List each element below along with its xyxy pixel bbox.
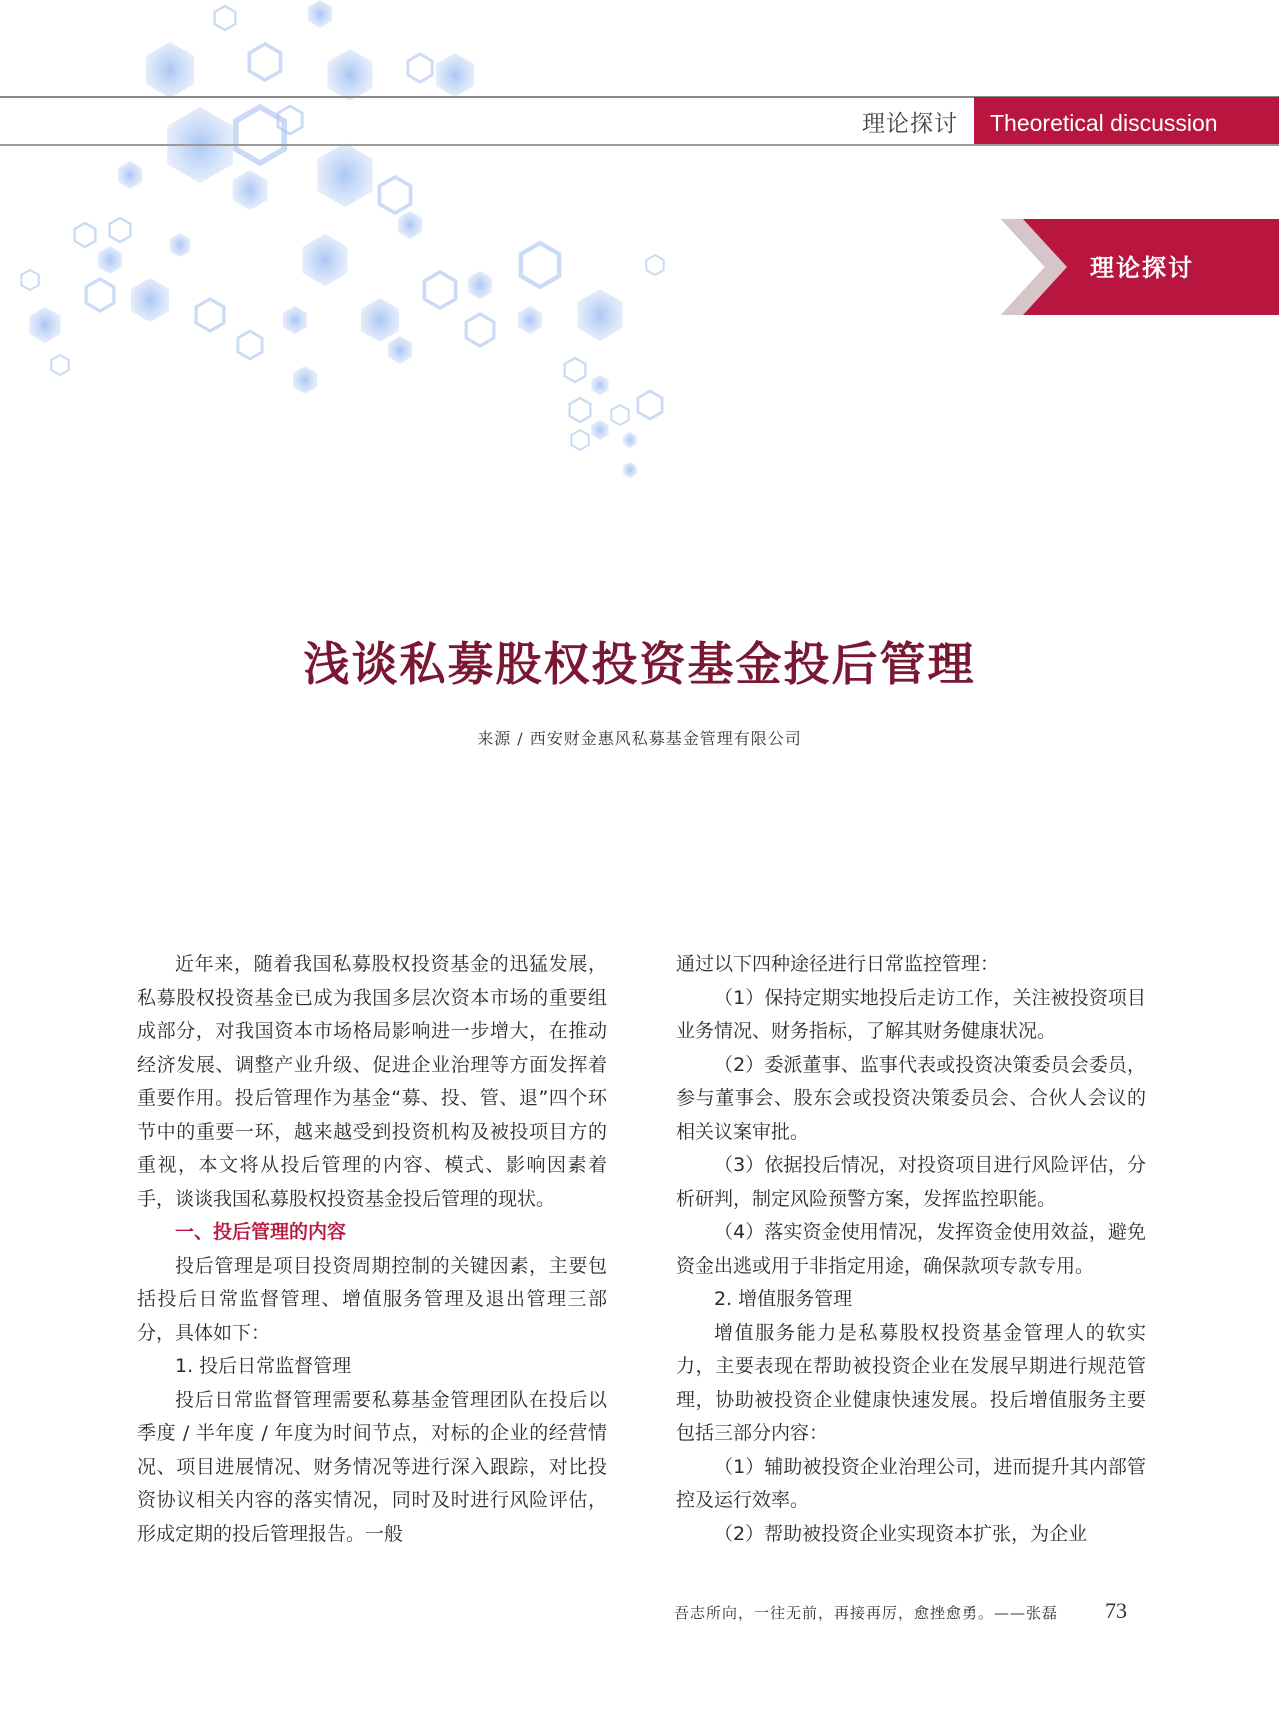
hexagon-shape: [238, 331, 262, 359]
hexagon-shape: [131, 278, 169, 322]
hexagon-shape: [468, 271, 492, 299]
paragraph: 投后管理是项目投资周期控制的关键因素，主要包括投后日常监督管理、增值服务管理及退出管理三部分，具体如下：: [137, 1254, 607, 1344]
hexagon-shape: [611, 405, 628, 425]
hexagon-shape: [170, 233, 191, 257]
hexagon-shape: [361, 298, 399, 342]
hexagon-shape: [21, 270, 38, 290]
hexagon-shape: [518, 306, 542, 334]
hexagon-shape: [398, 211, 422, 239]
hexagon-shape: [110, 218, 131, 242]
subsection-heading: 1. 投后日常监督管理: [175, 1355, 352, 1377]
section-heading: 一、投后管理的内容: [175, 1221, 347, 1243]
hexagon-shape: [466, 314, 494, 346]
list-item: （3）依据投后情况，对投资项目进行风险评估，分析研判，制定风险预警方案，发挥监控职能。: [676, 1154, 1146, 1210]
header-rule-bottom: [0, 144, 1279, 146]
list-item: （1）辅助被投资企业治理公司，进而提升其内部管控及运行效率。: [676, 1455, 1146, 1511]
left-column: [137, 948, 607, 1551]
page-number: 73: [1105, 1598, 1127, 1623]
hexagon-shape: [317, 143, 372, 207]
hexagon-shape: [578, 289, 623, 341]
footer-quote: 吾志所向，一往无前，再接再厉，愈挫愈勇。——张磊: [674, 1604, 1059, 1622]
hexagon-shape: [303, 234, 348, 286]
article-source: 来源 / 西安财金惠风私募基金管理有限公司: [477, 729, 802, 748]
header-section-en: Theoretical discussion: [990, 110, 1218, 136]
hexagon-shape: [146, 42, 194, 98]
hexagon-shape: [565, 358, 586, 382]
hexagon-shape: [591, 375, 608, 395]
hexagon-shape: [623, 432, 637, 448]
hexagon-shape: [424, 272, 455, 308]
hexagon-shape: [408, 54, 432, 82]
hexagon-shape: [249, 44, 280, 80]
hexagon-shape: [521, 243, 559, 287]
subsection-heading: 2. 增值服务管理: [714, 1288, 853, 1310]
paragraph: 投后日常监督管理需要私募基金管理团队在投后以季度 / 半年度 / 年度为时间节点，对标的企业的经营情况、项目进展情况、财务情况等进行深入跟踪，对比投资协议相关内容的落实情况，同时及时进行风险评估，形成定期的投后管理报告。一般: [137, 1388, 607, 1545]
paragraph: 近年来，随着我国私募股权投资基金的迅猛发展，私募股权投资基金已成为我国多层次资本市场的重要组成部分，对我国资本市场格局影响进一步增大，在推动经济发展、调整产业升级、促进企业治理等方面发挥着重要作用。投后管理作为基金“募、投、管、退”四个环节中的重要一环，越来越受到投资机构及被投项目方的重视，本文将从投后管理的内容、模式、影响因素着手，谈谈我国私募股权投资基金投后管理的现状。: [137, 953, 607, 1210]
hexagon-shape: [293, 366, 317, 394]
hexagon-shape: [118, 161, 142, 189]
hexagon-shape: [388, 336, 412, 364]
right-column: [676, 948, 1146, 1551]
hexagon-shape: [379, 177, 410, 213]
hexagon-shape: [233, 170, 268, 210]
paragraph: 通过以下四种途径进行日常监控管理：: [676, 953, 1000, 975]
list-item: （2）委派董事、监事代表或投资决策委员会委员，参与董事会、股东会或投资决策委员会、合伙人会议的相关议案审批。: [676, 1053, 1146, 1143]
hexagon-shape: [215, 6, 236, 30]
list-item: （4）落实资金使用情况，发挥资金使用效益，避免资金出逃或用于非指定用途，确保款项专款专用。: [676, 1221, 1146, 1277]
hexagon-shape: [98, 246, 122, 274]
hexagon-shape: [328, 49, 373, 101]
hexagon-shape: [196, 299, 224, 331]
hexagon-shape: [623, 462, 637, 478]
list-item: （1）保持定期实地投后走访工作，关注被投资项目业务情况、财务指标，了解其财务健康状况。: [676, 986, 1146, 1042]
hexagon-shape: [308, 0, 332, 28]
hexagon-shape: [646, 255, 663, 275]
list-item: （2）帮助被投资企业实现资本扩张，为企业: [714, 1522, 1088, 1545]
article-title: 浅谈私募股权投资基金投后管理: [303, 637, 976, 691]
hexagon-shape: [570, 398, 591, 422]
hexagon-shape: [236, 107, 284, 163]
hexagon-shape: [29, 307, 60, 343]
section-tag-label: 理论探讨: [1090, 253, 1194, 282]
hexagon-decoration: [0, 0, 700, 480]
header-section-cn: 理论探讨: [862, 111, 958, 137]
hexagon-shape: [436, 53, 474, 97]
hexagon-shape: [51, 355, 68, 375]
hexagon-shape: [75, 223, 96, 247]
paragraph: 增值服务能力是私募股权投资基金管理人的软实力，主要表现在帮助被投资企业在发展早期进行规范管理，协助被投资企业健康快速发展。投后增值服务主要包括三部分内容：: [676, 1321, 1146, 1444]
hexagon-shape: [591, 420, 608, 440]
hexagon-shape: [638, 391, 662, 419]
hexagon-shape: [571, 430, 588, 450]
hexagon-shape: [86, 279, 114, 311]
hexagon-shape: [283, 306, 307, 334]
